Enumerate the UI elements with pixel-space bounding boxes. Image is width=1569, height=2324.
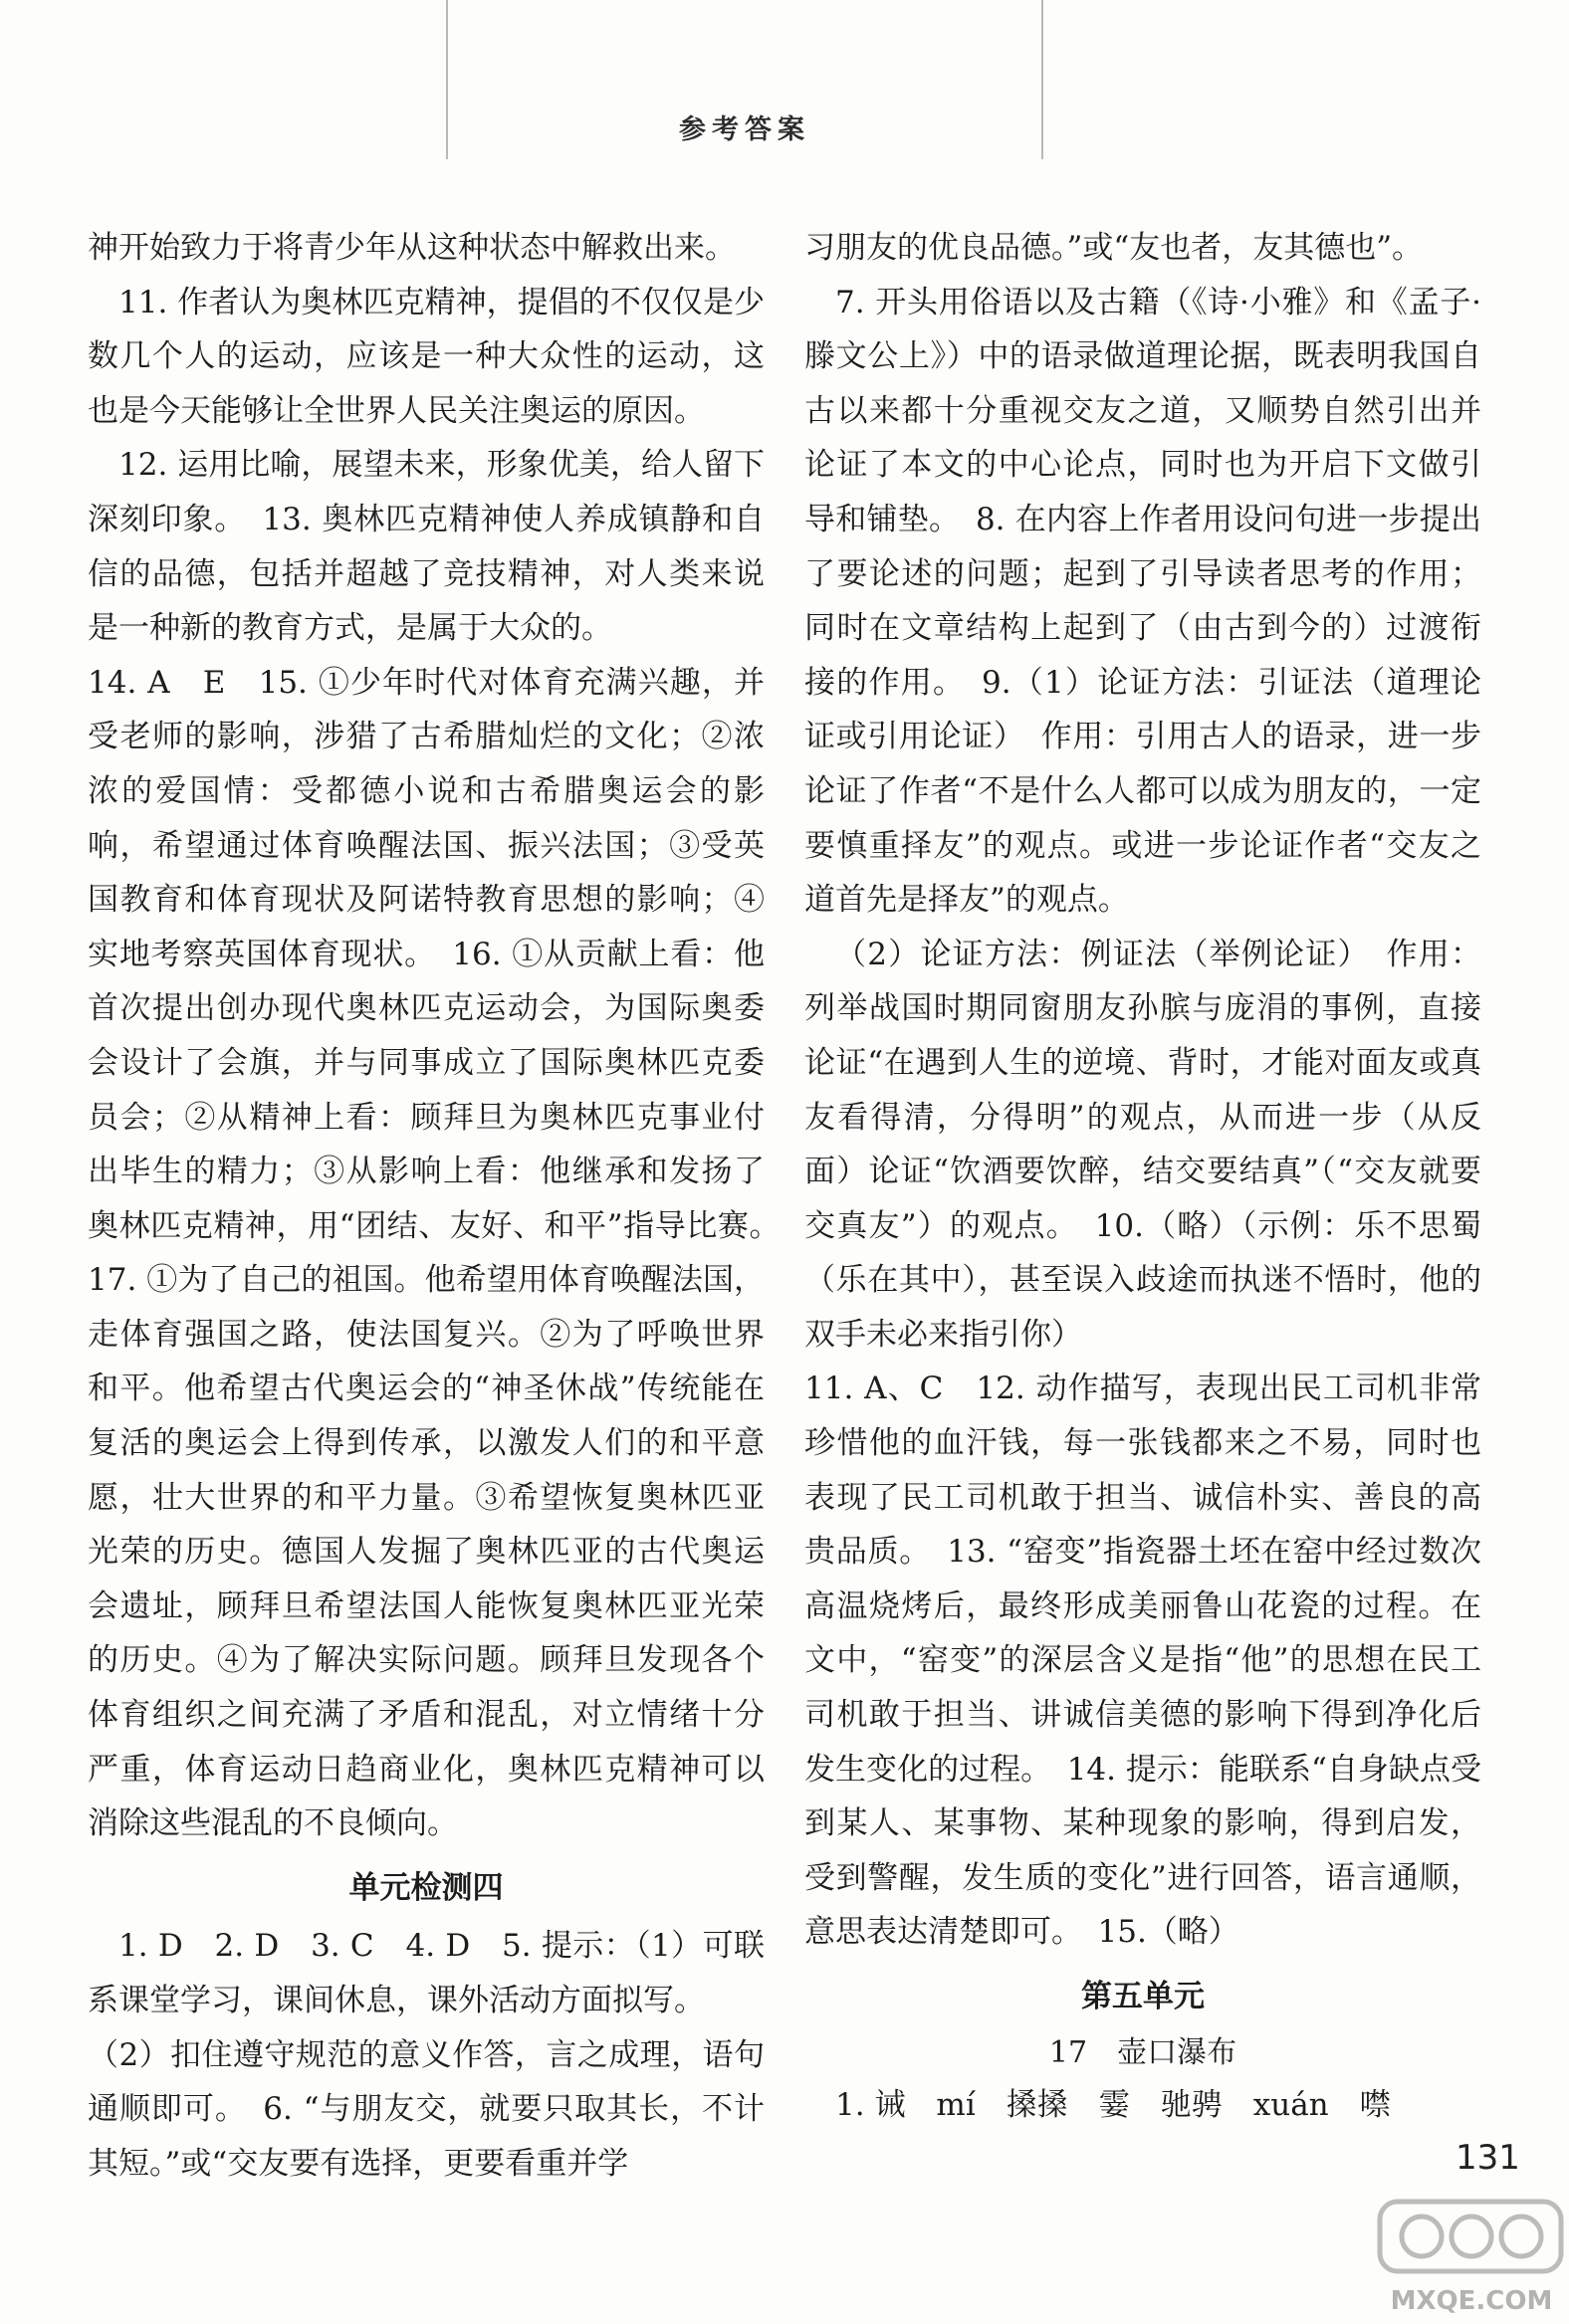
right-paragraph-5: 1. 诫 mí 搡搡 霎 驰骋 xuán 噤 [835, 2086, 1391, 2123]
header-title: 参考答案 [679, 114, 810, 145]
right-paragraph-4: 11. A、C 12. 动作描写，表现出民工司机非常珍惜他的血汗钱，每一张钱都来之不易，同时也表现了民工司机敢于担当、诚信朴实、善良的高贵品质。 13. “窑变”指瓷器土坯在窑中经过数次高温烧烤后，最终形成美丽鲁山花瓷的过程。在文中，“窑变”的深层含义是指“他”的思想在民工司机敢于担当、讲诚信美德的影响下得到净化后发生变化的过程。 14. 提示：能联系“自身缺点受到某人、某事物、某种现象的影响，得到启发，受到警醒，发生质的变化”进行回答，语言通顺，意思表达清楚即可。 15.（略） [804, 1371, 1481, 1951]
svg-text:MXQE.COM: MXQE.COM [1390, 2286, 1553, 2316]
watermark-logo [1374, 2180, 1569, 2324]
right-paragraph-1: 习朋友的优良品德。”或“友也者，友其德也”。 [804, 230, 1424, 266]
header-tab [446, 0, 1043, 174]
left-paragraph-4: 14. A E 15. ①少年时代对体育充满兴趣，并受老师的影响，涉猎了古希腊灿烂的文化；②浓浓的爱国情：受都德小说和古希腊奥运会的影响，希望通过体育唤醒法国、振兴法国；③受英国教育和体育现状及阿诺特教育思想的影响；④实地考察英国体育现状。 16. ①从贡献上看：他首次提出创办现代奥林匹克运动会，为国际奥委会设计了会旗，并与同事成立了国际奥林匹克委员会；②从精神上看：顾拜旦为奥林匹克事业付出毕生的精力；③从影响上看：他继承和发扬了奥林匹克精神，用“团结、友好、和平”指导比赛。 17. ①为了自己的祖国。他希望用体育唤醒法国，走体育强国之路，使法国复兴。②为了呼唤世界和平。他希望古代奥运会的“神圣休战”传统能在复活的奥运会上得到传承，以激发人们的和平意愿，壮大世界的和平力量。③希望恢复奥林匹亚光荣的历史。德国人发掘了奥林匹亚的古代奥运会遗址，顾拜旦希望法国人能恢复奥林匹亚光荣的历史。④为了解决实际问题。顾拜旦发现各个体育组织之间充满了矛盾和混乱，对立情绪十分严重，体育运动日趋商业化，奥林匹克精神可以消除这些混乱的不良倾向。 [88, 664, 795, 1842]
left-paragraph-3: 12. 运用比喻，展望未来，形象优美，给人留下深刻印象。 13. 奥林匹克精神使人养成镇静和自信的品德，包括并超越了竞技精神，对人类来说是一种新的教育方式，是属于大众的。 [88, 447, 765, 647]
page-number: 131 [1456, 2138, 1520, 2178]
left-paragraph-1: 神开始致力于将青少年从这种状态中解救出来。 [88, 230, 736, 266]
right-paragraph-3: （2）论证方法：例证法（举例论证） 作用：列举战国时期同窗朋友孙膑与庞涓的事例，直接论证“在遇到人生的逆境、背时，才能对面友或真友看得清，分得明”的观点，从而进一步（从反面）论证“饮酒要饮醉，结交要结真”（“交友就要交真友”）的观点。 10.（略）（示例：乐不思蜀（乐在其中），甚至误入歧途而执迷不悟时，他的双手未必来指引你） [804, 936, 1481, 1353]
right-paragraph-2: 7. 开头用俗语以及古籍（《诗·小雅》和《孟子·滕文公上》）中的语录做道理论据，既表明我国自古以来都十分重视交友之道，又顺势自然引出并论证了本文的中心论点，同时也为开启下文做引导和铺垫。 8. 在内容上作者用设问句进一步提出了要论述的问题；起到了引导读者思考的作用；同时在文章结构上起到了（由古到今的）过渡衔接的作用。 9.（1）论证方法：引证法（道理论证或引用论证） 作用：引用古人的语录，进一步论证了作者“不是什么人都可以成为朋友的，一定要慎重择友”的观点。或进一步论证作者“交友之道首先是择友”的观点。 [804, 284, 1481, 919]
lesson-title: 17 壶口瀑布 [1048, 2034, 1237, 2070]
left-paragraph-5: 1. D 2. D 3. C 4. D 5. 提示：（1）可联系课堂学习，课间休息，课外活动方面拟写。 [88, 1928, 765, 2018]
section-title-unit-5: 第五单元 [1081, 1979, 1205, 2014]
right-column [804, 221, 1481, 2132]
left-paragraph-6: （2）扣住遵守规范的意义作答，言之成理，语句通顺即可。 6. “与朋友交，就要只取其长，不计其短。”或“交友要有选择，更要看重并学 [88, 2036, 765, 2182]
left-paragraph-2: 11. 作者认为奥林匹克精神，提倡的不仅仅是少数几个人的运动，应该是一种大众性的运动，这也是今天能够让全世界人民关注奥运的原因。 [88, 284, 765, 429]
left-column [88, 221, 795, 2191]
section-title-unit-test-4: 单元检测四 [348, 1869, 504, 1906]
